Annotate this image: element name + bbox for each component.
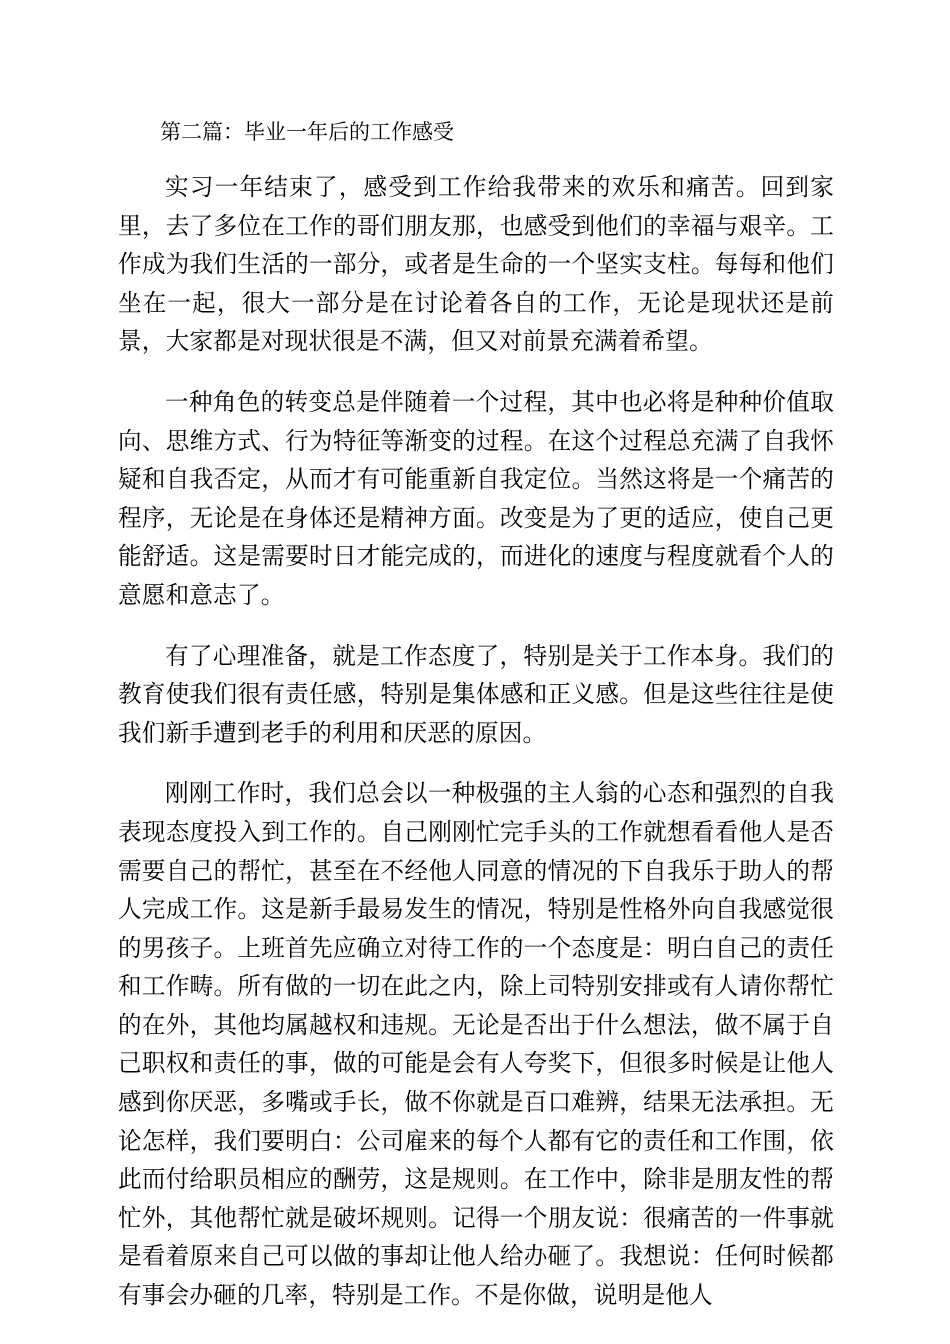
paragraph-1: 实习一年结束了，感受到工作给我带来的欢乐和痛苦。回到家里，去了多位在工作的哥们朋友那，也感受到他们的幸福与艰辛。工作成为我们生活的一部分，或者是生命的一个坚实支柱。每每和他们坐在一起，很大一部分是在讨论着各自的工作，无论是现状还是前景，大家都是对现状很是不满，但又对前景充满着希望。 xyxy=(118,173,834,356)
paragraph-4: 刚刚工作时，我们总会以一种极强的主人翁的心态和强烈的自我表现态度投入到工作的。自己刚刚忙完手头的工作就想看看他人是否需要自己的帮忙，甚至在不经他人同意的情况的下自我乐于助人的帮人完成工作。这是新手最易发生的情况，特别是性格外向自我感觉很的男孩子。上班首先应确立对待工作的一个态度是：明白自己的责任和工作畴。所有做的一切在此之内，除上司特别安排或有人请你帮忙的在外，其他均属越权和违规。无论是否出于什么想法，做不属于自己职权和责任的事，做的可能是会有人夸奖下，但很多时候是让他人感到你厌恶，多嘴或手长，做不你就是百口难辨，结果无法承担。无论怎样，我们要明白：公司雇来的每个人都有它的责任和工作围，依此而付给职员相应的酬劳，这是规则。在工作中，除非是朋友性的帮忙外，其他帮忙就是破坏规则。记得一个朋友说：很痛苦的一件事就是看着原来自己可以做的事却让他人给办砸了。我想说：任何时候都有事会办砸的几率，特别是工作。不是你做，说明是他人 xyxy=(118,779,834,1310)
document-page xyxy=(118,112,834,1337)
paragraph-3: 有了心理准备，就是工作态度了，特别是关于工作本身。我们的教育使我们很有责任感，特别是集体感和正义感。但是这些往往是使我们新手遭到老手的利用和厌恶的原因。 xyxy=(118,641,834,747)
document-title: 第二篇：毕业一年后的工作感受 xyxy=(160,120,454,144)
paragraph-2: 一种角色的转变总是伴随着一个过程，其中也必将是种种价值取向、思维方式、行为特征等渐变的过程。在这个过程总充满了自我怀疑和自我否定，从而才有可能重新自我定位。当然这将是一个痛苦的程序，无论是在身体还是精神方面。改变是为了更的适应，使自己更能舒适。这是需要时日才能完成的，而进化的速度与程度就看个人的意愿和意志了。 xyxy=(118,387,834,609)
